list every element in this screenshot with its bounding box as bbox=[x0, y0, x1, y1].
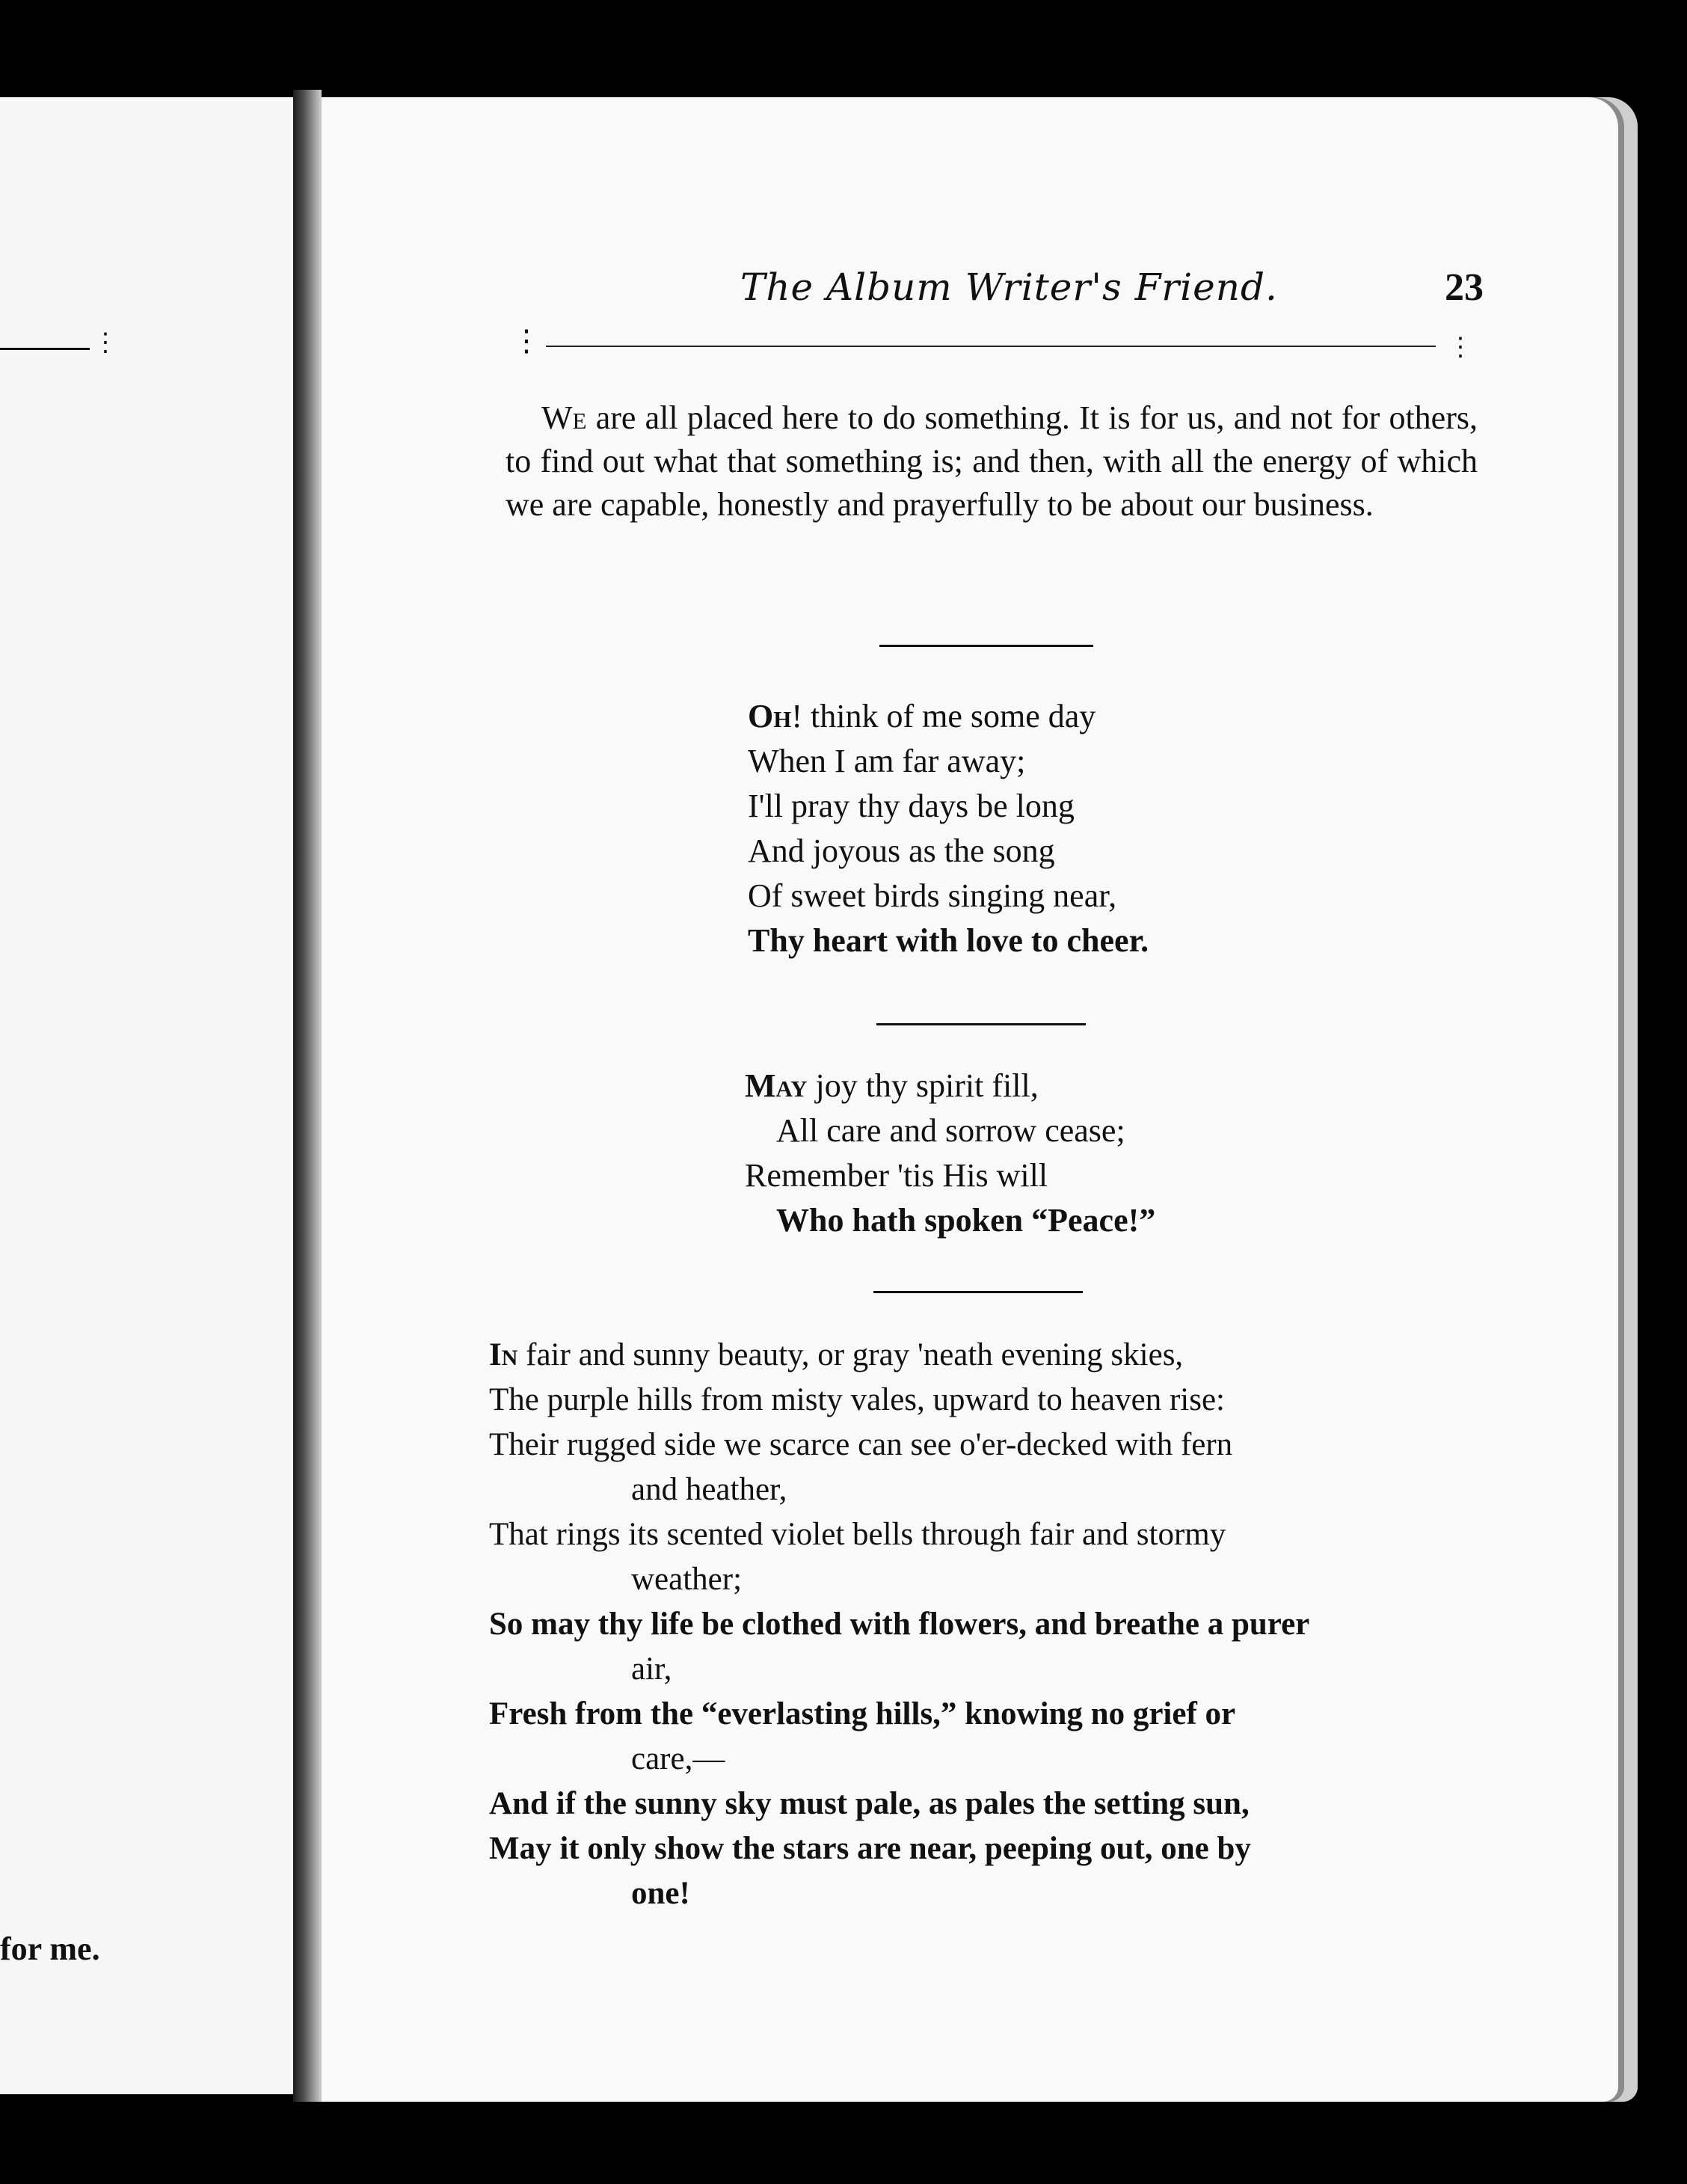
verse-line: Thy heart with love to cheer. bbox=[748, 922, 1149, 959]
verse-purple-hills bbox=[489, 1333, 1309, 1916]
page-number: 23 bbox=[1445, 266, 1484, 309]
verse-lead-word: Oh bbox=[748, 698, 792, 734]
right-rule-ornament-icon: ⋮ bbox=[1448, 334, 1473, 361]
verse-line bbox=[745, 1064, 1155, 1108]
verse-line: That rings its scented violet bells through fair and stormy bbox=[489, 1517, 1226, 1552]
verse-line: Fresh from the “everlasting hills,” knowing no grief or bbox=[489, 1696, 1236, 1731]
head-rule bbox=[546, 346, 1436, 347]
verse-line bbox=[748, 694, 1149, 739]
left-rule-ornament-icon: ⋮ bbox=[511, 324, 541, 358]
verse-line: weather; bbox=[631, 1562, 743, 1597]
left-ornament-icon: ⋮ bbox=[93, 329, 118, 357]
verse-line: May it only show the stars are near, peeping out, one by bbox=[489, 1831, 1251, 1866]
verse-line: Who hath spoken “Peace!” bbox=[776, 1202, 1156, 1239]
verse-line: When I am far away; bbox=[748, 743, 1026, 779]
verse-line: Their rugged side we scarce can see o'er-decked with fern bbox=[489, 1427, 1233, 1462]
verse-line-text: fair and sunny beauty, or gray 'neath evening skies, bbox=[517, 1337, 1184, 1372]
verse-line: The purple hills from misty vales, upward to heaven rise: bbox=[489, 1382, 1225, 1417]
verse-line: care,— bbox=[631, 1741, 725, 1776]
separator-3 bbox=[873, 1291, 1083, 1293]
verse-line: Of sweet birds singing near, bbox=[748, 877, 1117, 914]
separator-1 bbox=[879, 645, 1093, 647]
verse-line bbox=[489, 1333, 1309, 1378]
paragraph-text: are all placed here to do something. It is for us, and not for others, to find out what that something is; and then, with all the energy of which we are capable, honestly and prayerfully to be about our business. bbox=[506, 399, 1478, 523]
verse-line-text: ! think of me some day bbox=[791, 698, 1096, 734]
verse-line: And joyous as the song bbox=[748, 832, 1055, 869]
verse-line-text: joy thy spirit fill, bbox=[807, 1067, 1039, 1104]
paragraph-lead-word: We bbox=[541, 399, 587, 436]
running-head: The Album Writer's Friend. bbox=[740, 266, 1278, 309]
verse-line: one! bbox=[631, 1876, 690, 1911]
left-head-rule bbox=[0, 348, 90, 350]
verse-line: So may thy life be clothed with flowers, and breathe a purer bbox=[489, 1607, 1310, 1642]
verse-lead-word: In bbox=[489, 1337, 518, 1372]
verse-line: Remember 'tis His will bbox=[745, 1157, 1048, 1194]
left-page bbox=[0, 97, 298, 2094]
opening-paragraph bbox=[506, 396, 1478, 527]
verse-line: and heather, bbox=[631, 1472, 787, 1507]
verse-line: air, bbox=[631, 1651, 672, 1687]
verse-may-joy bbox=[745, 1064, 1155, 1243]
verse-line: I'll pray thy days be long bbox=[748, 788, 1075, 824]
verse-line: All care and sorrow cease; bbox=[776, 1112, 1125, 1149]
verse-think-of-me bbox=[748, 694, 1149, 963]
book-gutter bbox=[293, 90, 322, 2102]
verse-line: And if the sunny sky must pale, as pales the setting sun, bbox=[489, 1786, 1250, 1821]
separator-2 bbox=[876, 1023, 1086, 1025]
verse-lead-word: May bbox=[745, 1067, 808, 1104]
left-page-fragment: for me. bbox=[0, 1930, 100, 1967]
